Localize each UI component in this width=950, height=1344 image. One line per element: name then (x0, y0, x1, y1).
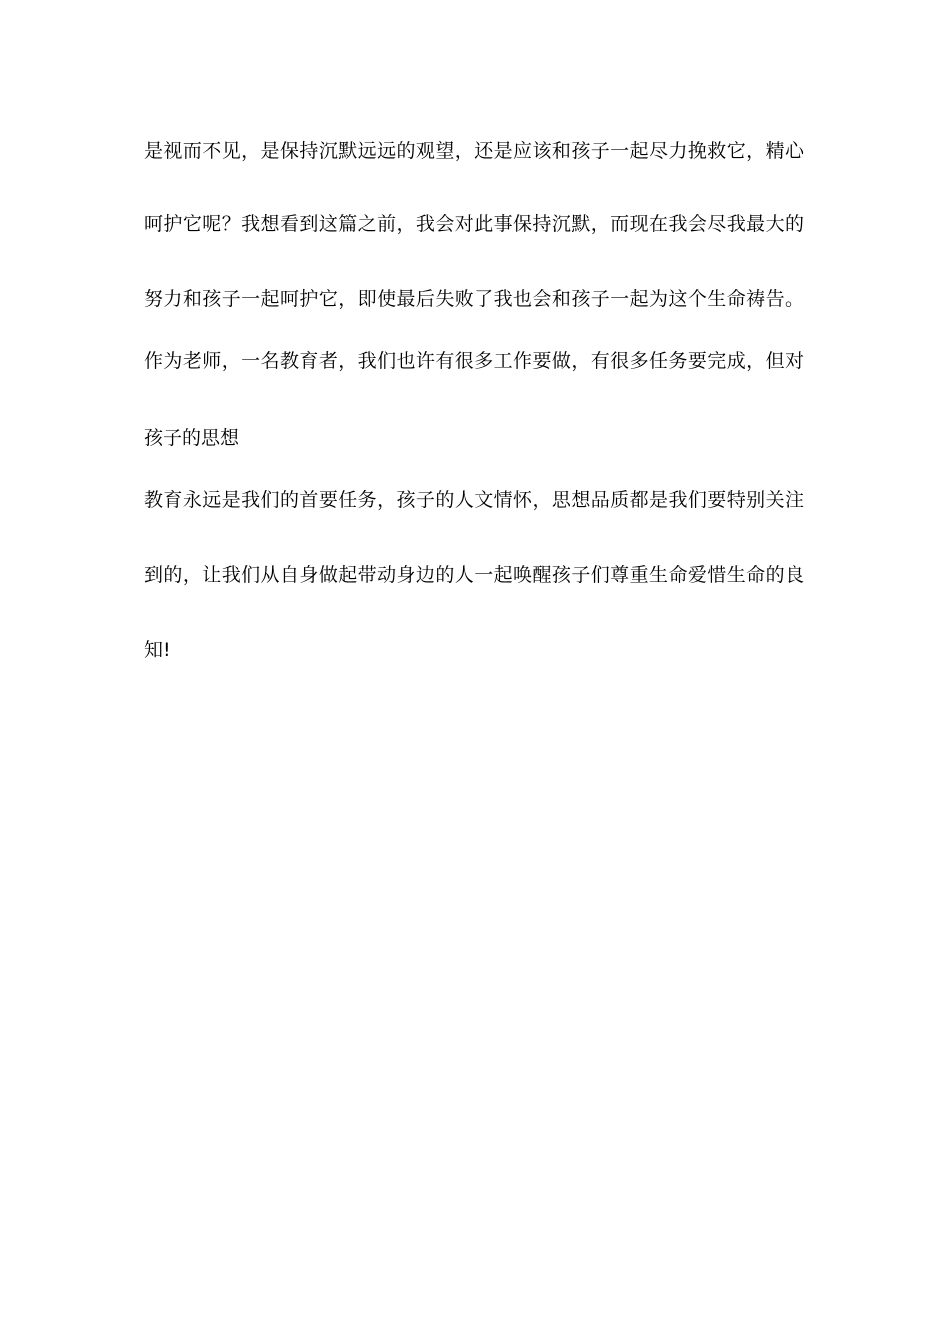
paragraph-line: 作为老师，一名教育者，我们也许有很多工作要做，有很多任务要完成，但对 (144, 350, 804, 372)
paragraph-line: 知! (144, 639, 171, 661)
paragraph-line: 是视而不见，是保持沉默远远的观望，还是应该和孩子一起尽力挽救它，精心 (144, 140, 804, 162)
paragraph-line: 孩子的思想 (144, 427, 240, 449)
paragraph-line: 努力和孩子一起呵护它，即使最后失败了我也会和孩子一起为这个生命祷告。 (144, 288, 804, 310)
paragraph-line: 到的，让我们从自身做起带动身边的人一起唤醒孩子们尊重生命爱惜生命的良 (144, 564, 804, 586)
paragraph-line: 教育永远是我们的首要任务，孩子的人文情怀，思想品质都是我们要特别关注 (144, 489, 804, 511)
paragraph-line: 呵护它呢？我想看到这篇之前，我会对此事保持沉默，而现在我会尽我最大的 (144, 213, 804, 235)
